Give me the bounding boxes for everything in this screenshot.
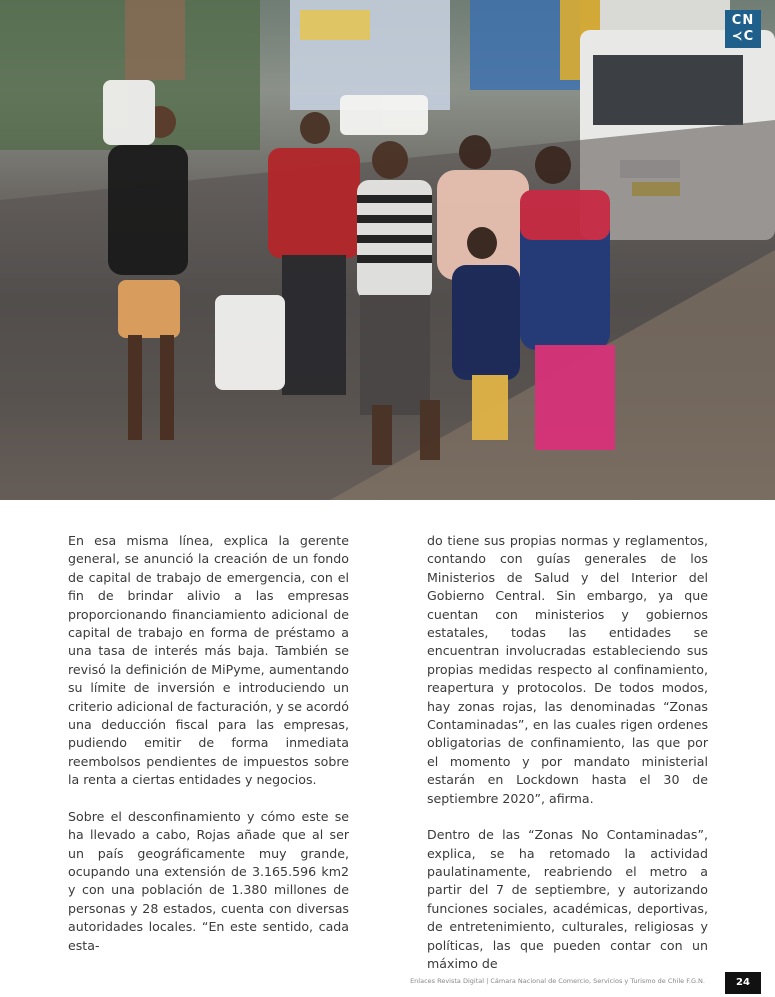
paragraph: En esa misma línea, explica la gerente general, se anunció la creación de un fondo de capital de trabajo de emergencia, con el fin de brindar alivio a las empresas proporcionando financiamiento adicional de capital de trabajo en forma de préstamo a una tasa de interés más baja. También se revisó la definición de MiPyme, aumentando su límite de inversión e introduciendo un criterio adicional de facturación, y se acordó una deducción fiscal para las empresas, pudiendo emitir de forma inmediata reembolsos pendientes de impuestos sobre la renta a ciertas entidades y negocios. (68, 533, 349, 788)
article-body (68, 532, 708, 971)
paragraph: do tiene sus propias normas y reglamentos, contando con guías generales de los Ministerios de Salud y del Interior del Gobierno Central. Sin embargo, ya que cuentan con ministerios y gobiernos estatales, todas las entidades se encuentran involucradas estableciendo sus propias medidas respecto al confinamiento, reapertura y protocolos. De todos modos, hay zonas rojas, las denominadas “Zonas Contaminadas”, en las cuales rigen ordenes obligatorias de confinamiento, las que por el momento y por mandato ministerial estarán en Lockdown hasta el 30 de septiembre 2020”, afirma. (427, 533, 708, 806)
right-column (427, 532, 708, 971)
page-footer (0, 972, 775, 992)
logo-line-1: CN (731, 13, 755, 28)
cnc-logo (725, 10, 761, 48)
footer-credit: Enlaces Revista Digital | Cámara Nacional de Comercio, Servicios y Turismo de Chile F.G.N. (410, 977, 705, 985)
logo-line-2: ≺C (731, 29, 755, 44)
page-number: 24 (725, 972, 761, 994)
paragraph: Sobre el desconfinamiento y cómo este se ha llevado a cabo, Rojas añade que al ser un país geográficamente muy grande, ocupando una extensión de 3.165.596 km2 y con una población de 1.380 millones de personas y 28 estados, cuenta con diversas autoridades locales. “En este sentido, cada esta- (68, 808, 349, 953)
paragraph: Dentro de las “Zonas No Contaminadas”, explica, se ha retomado la actividad paulatinamente, reabriendo el metro a partir del 7 de septiembre, y autorizando funciones sociales, académicas, deportivas, de entretenimiento, culturales, religiosas y políticas, las que pueden contar con un máximo de (427, 827, 708, 971)
left-column (68, 532, 349, 953)
